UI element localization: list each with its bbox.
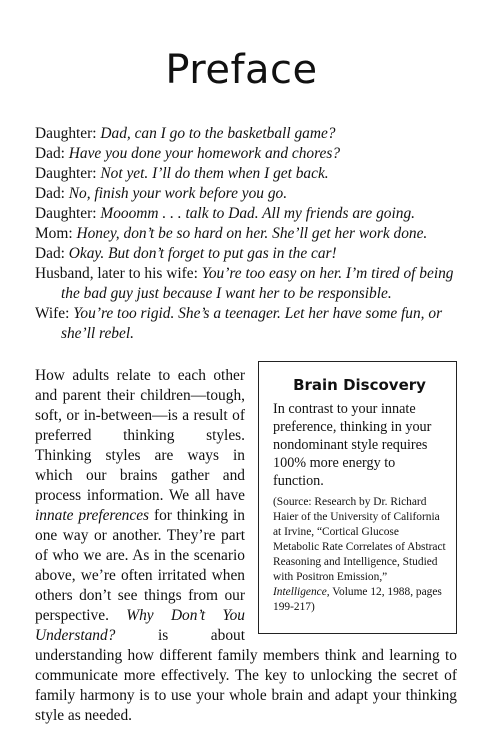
dialogue-line xyxy=(35,264,457,304)
page-title: Preface xyxy=(165,46,318,93)
emphasis-text: innate preferences xyxy=(35,507,150,525)
spoken-line: Dad, can I go to the basketball game? xyxy=(100,125,336,142)
dialogue-line xyxy=(35,144,457,164)
dialogue-line xyxy=(35,224,457,244)
dialogue-line xyxy=(35,204,457,224)
journal-name: Intelligence, xyxy=(273,586,330,598)
spoken-line: Mooomm . . . talk to Dad. All my friends are going. xyxy=(100,205,416,222)
spoken-line: Honey, don’t be so hard on her. She’ll get her work done. xyxy=(76,225,428,242)
dialogue-block xyxy=(35,124,457,344)
speaker: Daughter: xyxy=(35,165,101,182)
dialogue-line xyxy=(35,244,457,264)
sidebar-title: Brain Discovery xyxy=(293,376,426,394)
speaker: Daughter: xyxy=(35,125,101,142)
speaker: Dad: xyxy=(35,245,69,262)
book-title-text: Why Don’t You Understand? xyxy=(35,607,246,645)
spoken-line: Not yet. I’ll do them when I get back. xyxy=(100,165,329,182)
speaker: Dad: xyxy=(35,145,69,162)
text-run: for thinking in one way or another. They’re part of who we are. As in the scenario above, we’re often irritated when others don’t see things from our perspective. xyxy=(35,507,245,625)
speaker: Daughter: xyxy=(35,205,101,222)
spoken-line: You’re too rigid. She’s a teenager. Let her have some fun, or she’ll rebel. xyxy=(61,305,443,342)
dialogue-line xyxy=(35,304,457,344)
dialogue-line xyxy=(35,124,457,144)
spoken-line: Okay. But don’t forget to put gas in the car! xyxy=(68,245,337,262)
spoken-line: You’re too easy on her. I’m tired of being the bad guy just because I want her to be responsible. xyxy=(61,265,454,302)
dialogue-line xyxy=(35,164,457,184)
speaker: Dad: xyxy=(35,185,69,202)
brain-discovery-sidebar xyxy=(258,361,457,634)
spoken-line: Have you done your homework and chores? xyxy=(68,145,341,162)
spoken-line: No, finish your work before you go. xyxy=(68,185,288,202)
sidebar-source xyxy=(273,495,446,615)
sidebar-text: In contrast to your innate preference, thinking in your nondominant style requires 100% more energy to function. xyxy=(273,401,432,489)
source-text: Volume 12, 1988, pages 199-217) xyxy=(273,586,442,613)
source-text: (Source: Research by Dr. Richard Haier of the University of California at Irvine, “Cortical Glucose Metabolic Rate Correlates of Abstract Reasoning and Intelligence, Studied with Positron Emission,” xyxy=(273,496,446,583)
speaker: Husband, later to his wife: xyxy=(35,265,202,282)
text-run: is about understanding how different family members think and learning to communicate more effectively. The key to unlocking the secret of family harmony is to use your whole brain and adapt your thinking style as needed. xyxy=(35,627,457,725)
speaker: Wife: xyxy=(35,305,74,322)
speaker: Mom: xyxy=(35,225,77,242)
dialogue-line xyxy=(35,184,457,204)
text-run: How adults relate to each other and parent their children—tough, soft, or in-between—is a result of preferred thinking styles. Thinking styles are ways in which our brains gather and process information. We all have xyxy=(35,367,245,505)
